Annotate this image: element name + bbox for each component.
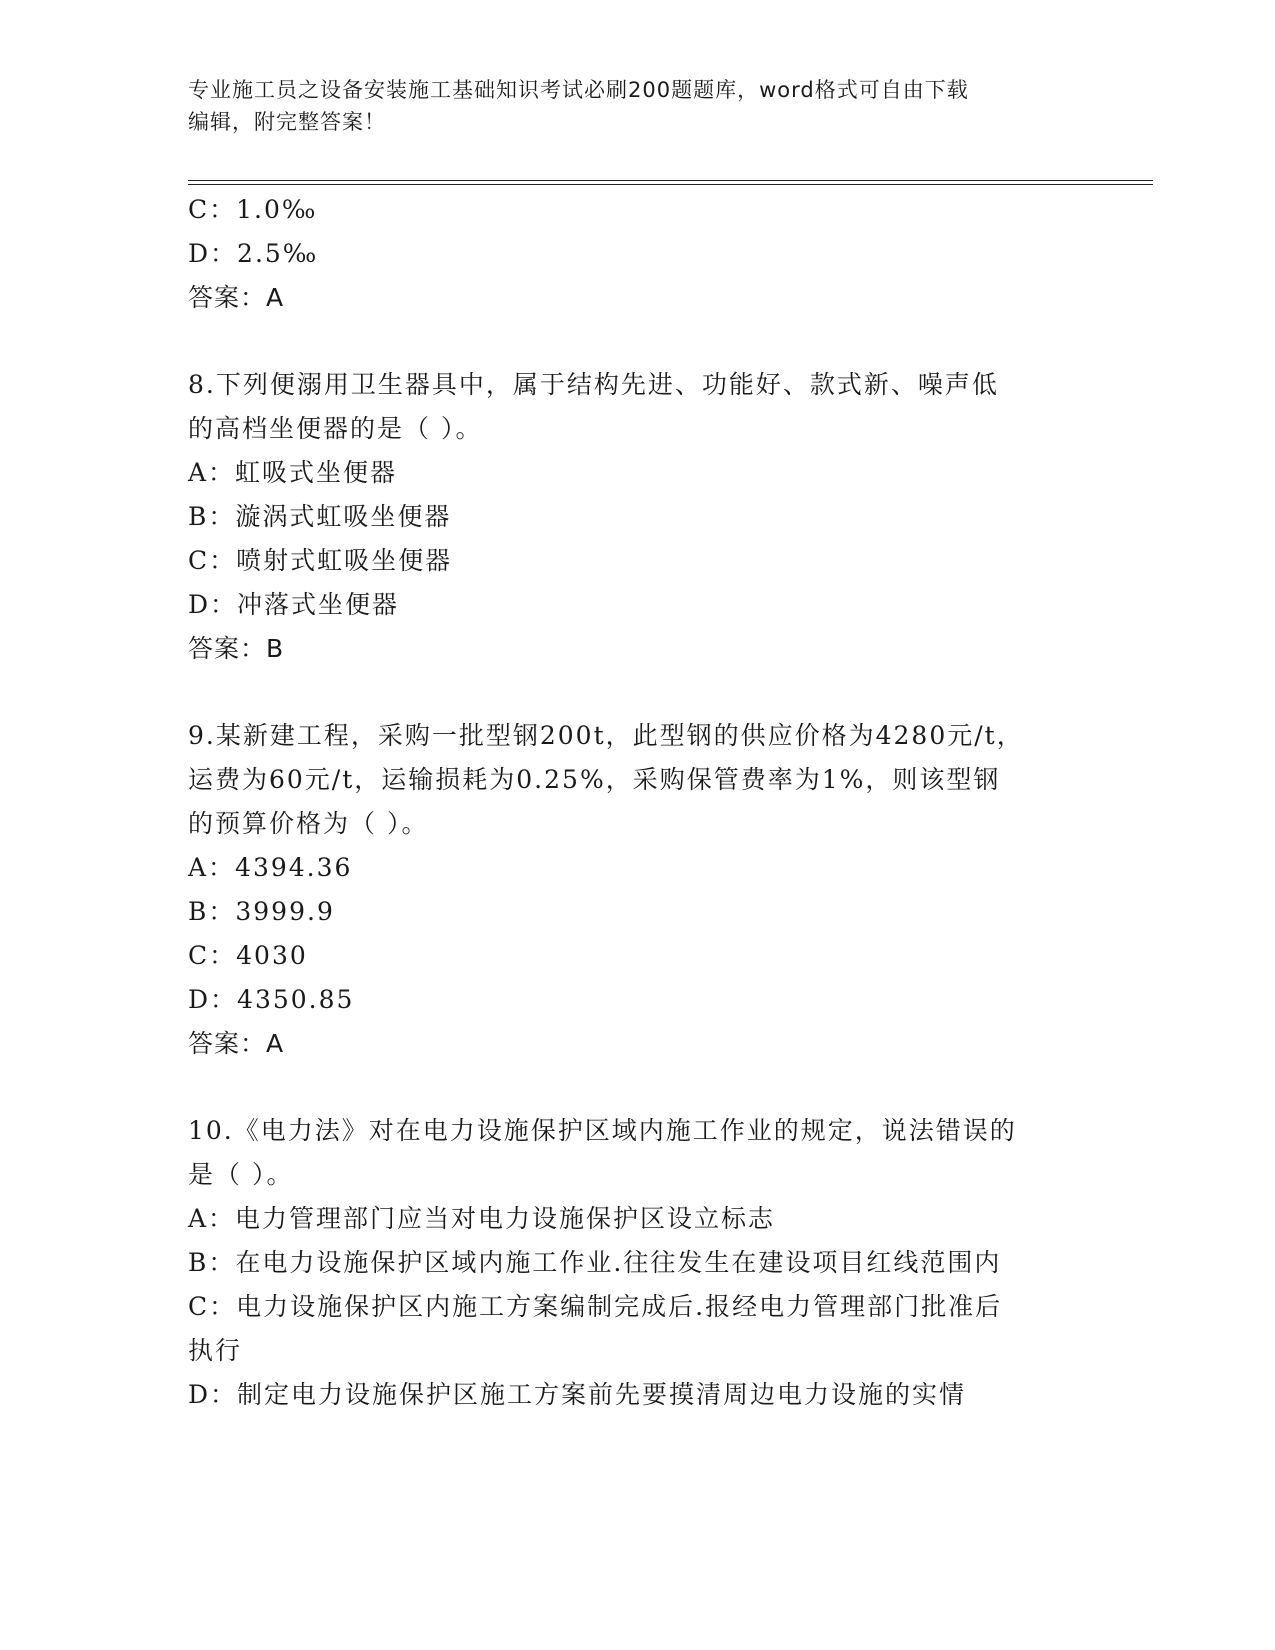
q9-option-a: A：4394.36 (188, 853, 353, 882)
q9-stem-line-1: 9.某新建工程，采购一批型钢200t，此型钢的供应价格为4280元/t， (188, 721, 1024, 750)
q8-option-c: C：喷射式虹吸坐便器 (188, 546, 453, 575)
q9-option-c: C：4030 (188, 941, 308, 970)
q10-stem-line-1: 10.《电力法》对在电力设施保护区域内施工作业的规定，说法错误的 (188, 1116, 1017, 1145)
q9-stem-line-2: 运费为60元/t，运输损耗为0.25%，采购保管费率为1%，则该型钢 (188, 765, 1001, 794)
q10-option-c-line-1: C：电力设施保护区内施工方案编制完成后.报经电力管理部门批准后 (188, 1292, 1003, 1321)
q9-stem-line-3: 的预算价格为（ ）。 (188, 809, 429, 838)
q9-option-b: B：3999.9 (188, 897, 335, 926)
header-rule-top (188, 180, 1153, 181)
header-line-2: 编辑，附完整答案！ (188, 110, 386, 134)
q10-option-a: A：电力管理部门应当对电力设施保护区设立标志 (188, 1204, 776, 1233)
q8-option-a: A：虹吸式坐便器 (188, 458, 398, 487)
document-header (188, 74, 1088, 138)
q8-stem-line-1: 8.下列便溺用卫生器具中，属于结构先进、功能好、款式新、噪声低 (188, 370, 999, 399)
header-line-1: 专业施工员之设备安装施工基础知识考试必刷200题题库，word格式可自由下载 (188, 78, 969, 102)
header-rule-bottom (188, 184, 1153, 185)
q10-option-d: D：制定电力设施保护区施工方案前先要摸清周边电力设施的实情 (188, 1380, 967, 1409)
q8-option-d: D：冲落式坐便器 (188, 590, 400, 619)
q10-option-b: B：在电力设施保护区域内施工作业.往往发生在建设项目红线范围内 (188, 1248, 1002, 1277)
q7-option-c: C：1.0‰ (188, 195, 318, 224)
q9-answer: 答案：A (188, 1029, 285, 1058)
q8-answer: 答案：B (188, 634, 285, 663)
q10-stem-line-2: 是（ ）。 (188, 1160, 294, 1189)
q9-option-d: D：4350.85 (188, 985, 355, 1014)
q7-option-d: D：2.5‰ (188, 239, 319, 268)
q7-answer: 答案：A (188, 283, 285, 312)
q8-stem-line-2: 的高档坐便器的是（ ）。 (188, 414, 483, 443)
q10-option-c-line-2: 执行 (188, 1336, 243, 1365)
q8-option-b: B：漩涡式虹吸坐便器 (188, 502, 452, 531)
